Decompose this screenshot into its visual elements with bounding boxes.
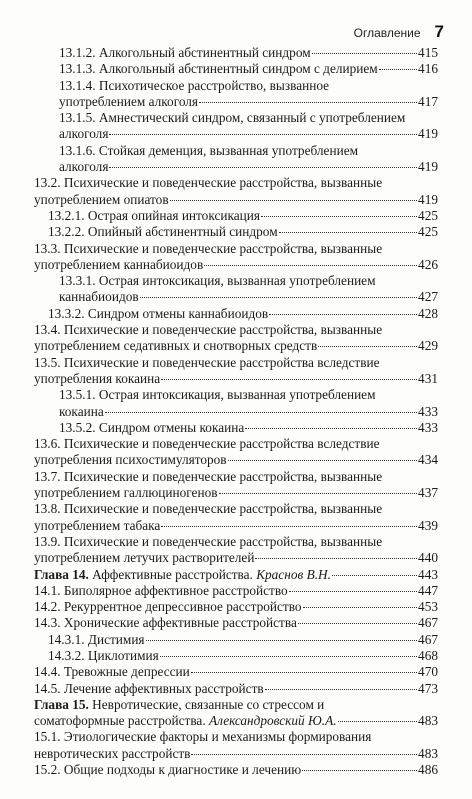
dot-leader (245, 428, 417, 429)
toc-page-number: 439 (418, 517, 438, 533)
toc-entry (48, 306, 438, 322)
toc-chapter-entry (34, 567, 438, 583)
toc-page-number: 473 (418, 680, 438, 696)
toc-page-number: 415 (418, 45, 438, 60)
toc-entry-title: употреблением каннабиоидов (34, 256, 204, 272)
toc-entry-title: употребления психостимуляторов (34, 452, 227, 468)
toc-entry (34, 599, 438, 615)
toc-page-number: 443 (418, 566, 438, 582)
running-head (354, 22, 444, 42)
toc-entry-title: 14.3. Хронические аффективные расстройства (34, 615, 297, 631)
dot-leader (228, 460, 417, 461)
dot-leader (109, 167, 417, 168)
toc-entry-title: 15.1. Этиологические факторы и механизмы формирования (34, 729, 372, 745)
toc-page-number: 428 (418, 305, 438, 321)
dot-leader (160, 656, 417, 657)
toc-entry (48, 648, 438, 664)
toc-entry-title: 13.5. Психические и поведенческие расстройства вследствие (34, 354, 380, 370)
dot-leader (269, 314, 417, 315)
dot-leader (140, 297, 417, 298)
toc-entry-title: соматоформные расстройства. (34, 713, 206, 729)
toc-entry-title: 13.6. Психические и поведенческие расстройства вследствие (34, 436, 380, 452)
dot-leader (219, 493, 418, 494)
toc-page-number: 447 (418, 582, 438, 598)
toc-entry-title: 13.2. Психические и поведенческие расстройства, вызванные (34, 175, 383, 191)
dot-leader (146, 640, 417, 641)
dot-leader (332, 575, 417, 576)
toc-entry-title: 13.5.1. Острая интоксикация, вызванная употреблением (59, 387, 376, 403)
toc-entry (59, 273, 438, 306)
toc-entry-title: 13.3.2. Синдром отмены каннабиоидов (48, 305, 269, 321)
toc-entry-title: Невротические, связанные со стрессом и (92, 696, 325, 712)
dot-leader (105, 412, 417, 413)
toc-entry-title: 14.3.1. Дистимия (48, 631, 145, 647)
toc-entry (59, 45, 438, 61)
toc-page-number: 437 (418, 485, 438, 501)
toc-entry-title: употреблением алкоголя (59, 93, 199, 109)
toc-entry (59, 143, 438, 176)
toc-page-number: 467 (418, 615, 438, 631)
toc-entry-title: употреблением седативных и снотворных средств (34, 338, 318, 354)
toc-entry (59, 110, 438, 143)
dot-leader (161, 379, 417, 380)
toc-entry-title: 13.4. Психические и поведенческие расстройства, вызванные (34, 322, 383, 338)
toc-entry (59, 387, 438, 420)
toc-entry-title: употребления кокаина (34, 370, 161, 386)
toc-entry-title: 13.1.6. Стойкая деменция, вызванная употреблением (59, 142, 359, 158)
toc-page-number: 416 (418, 61, 438, 77)
toc-entry (34, 729, 438, 762)
toc-page-number: 434 (418, 452, 438, 468)
toc-page-number: 483 (418, 745, 438, 761)
toc-entry (34, 469, 438, 502)
dot-leader (379, 69, 417, 70)
toc-page-number: 467 (418, 631, 438, 647)
dot-leader (279, 232, 417, 233)
toc-entry-title: 13.7. Психические и поведенческие расстройства, вызванные (34, 468, 383, 484)
dot-leader (170, 200, 417, 201)
toc-entry-title: 13.3. Психические и поведенческие расстройства, вызванные (34, 240, 383, 256)
toc-entry-title: 14.2. Рекуррентное депрессивное расстройство (34, 599, 302, 615)
toc-entry-title: 13.5.2. Синдром отмены кокаина (59, 419, 245, 435)
table-of-contents (0, 45, 472, 778)
dot-leader (109, 134, 417, 135)
toc-page-number: 433 (418, 419, 438, 435)
toc-page-number: 419 (418, 159, 438, 175)
toc-entry (59, 61, 438, 77)
toc-page-number: 470 (418, 664, 438, 680)
toc-page-number: 483 (418, 713, 438, 729)
toc-page-number: 468 (418, 647, 438, 663)
toc-entry (34, 355, 438, 388)
dot-leader (298, 623, 417, 624)
dot-leader (204, 265, 417, 266)
toc-entry-title: употреблением летучих растворителей (34, 550, 255, 566)
toc-entry-title: 14.3.2. Циклотимия (48, 647, 159, 663)
toc-entry (34, 501, 438, 534)
chapter-author: Краснов В.Н. (256, 566, 331, 582)
toc-page-number: 425 (418, 207, 438, 223)
dot-leader (255, 558, 417, 559)
dot-leader (302, 770, 417, 771)
toc-entry-title: 14.5. Лечение аффективных расстройств (34, 680, 264, 696)
toc-entry (59, 420, 438, 436)
toc-page-number: 429 (418, 338, 438, 354)
toc-page-number: 419 (418, 126, 438, 142)
toc-entry-title: 13.3.1. Острая интоксикация, вызванная употреблением (59, 273, 376, 289)
toc-entry (34, 681, 438, 697)
dot-leader (303, 607, 418, 608)
toc-entry (34, 664, 438, 680)
toc-page-number: 427 (418, 289, 438, 305)
toc-entry-title: Аффективные расстройства. (92, 566, 253, 582)
toc-entry-title: 15.2. Общие подходы к диагностике и лечению (34, 762, 302, 778)
toc-entry (34, 322, 438, 355)
toc-entry-title: невротических расстройств (34, 745, 191, 761)
dot-leader (161, 526, 417, 527)
toc-entry-title: кокаина (59, 403, 104, 419)
toc-entry (48, 224, 438, 240)
toc-entry-title: 13.1.4. Психотическое расстройство, вызванное (59, 77, 330, 93)
dot-leader (265, 689, 417, 690)
toc-chapter-entry (34, 697, 438, 730)
toc-entry (34, 762, 438, 778)
toc-entry-title: 14.4. Тревожные депрессии (34, 664, 190, 680)
toc-entry-title: 13.1.2. Алкогольный абстинентный синдром (59, 45, 311, 60)
dot-leader (312, 53, 417, 54)
toc-entry-title: каннабиоидов (59, 289, 139, 305)
dot-leader (261, 216, 417, 217)
toc-page-number: 440 (418, 550, 438, 566)
running-head-title: Оглавление (353, 26, 421, 40)
chapter-label: Глава 14. (34, 566, 89, 582)
toc-entry-title: 13.8. Психические и поведенческие расстройства, вызванные (34, 501, 383, 517)
toc-entry (48, 632, 438, 648)
toc-entry (34, 534, 438, 567)
toc-entry-title: употреблением опиатов (34, 191, 169, 207)
toc-entry-title: 13.2.1. Острая опийная интоксикация (48, 207, 260, 223)
dot-leader (289, 591, 417, 592)
toc-entry (34, 241, 438, 274)
toc-entry-title: 13.2.2. Опийный абстинентный синдром (48, 224, 278, 240)
toc-page-number: 419 (418, 191, 438, 207)
toc-entry-title: 13.1.5. Амнестический синдром, связанный с употреблением (59, 110, 406, 126)
toc-entry (34, 583, 438, 599)
toc-page-number: 431 (418, 370, 438, 386)
page-number: 7 (434, 22, 444, 41)
dot-leader (191, 672, 417, 673)
toc-entry-title: употреблением табака (34, 517, 161, 533)
chapter-label: Глава 15. (34, 696, 89, 712)
toc-entry-title: алкоголя (59, 126, 109, 142)
toc-page-number: 433 (418, 403, 438, 419)
toc-entry-title: алкоголя (59, 159, 109, 175)
toc-page-number: 486 (418, 762, 438, 778)
toc-entry (34, 436, 438, 469)
toc-page-number: 453 (418, 599, 438, 615)
toc-page-number: 425 (418, 224, 438, 240)
dot-leader (318, 346, 417, 347)
toc-page-number: 417 (418, 93, 438, 109)
toc-entry-title: 13.1.3. Алкогольный абстинентный синдром с делирием (59, 61, 378, 77)
chapter-author: Александровский Ю.А. (208, 713, 337, 729)
toc-entry (59, 78, 438, 111)
toc-entry-title: 13.9. Психические и поведенческие расстройства, вызванные (34, 533, 383, 549)
toc-entry-title: употреблением галлюциногенов (34, 485, 218, 501)
toc-entry-title: 14.1. Биполярное аффективное расстройство (34, 582, 288, 598)
toc-entry (48, 208, 438, 224)
dot-leader (191, 754, 417, 755)
dot-leader (199, 102, 417, 103)
dot-leader (338, 721, 418, 722)
toc-entry (34, 615, 438, 631)
toc-entry (34, 175, 438, 208)
toc-page-number: 426 (418, 256, 438, 272)
